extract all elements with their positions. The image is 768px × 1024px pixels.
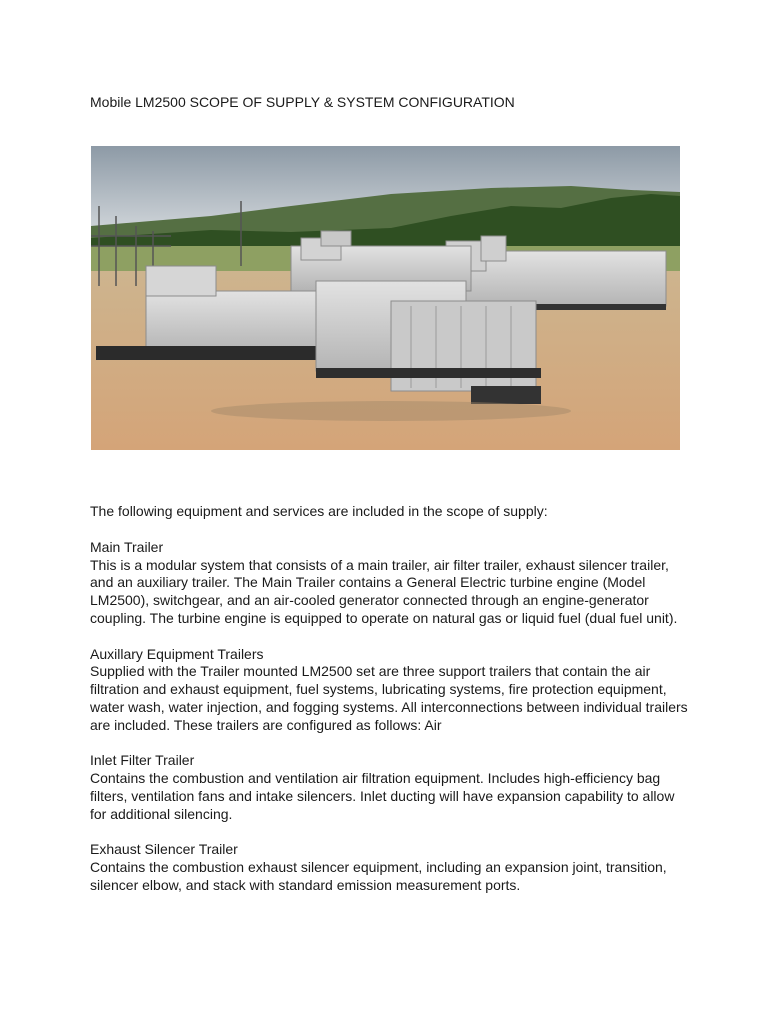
- section-heading: Exhaust Silencer Trailer: [90, 841, 238, 858]
- section-auxillary-trailers: [90, 646, 690, 735]
- section-exhaust-silencer-trailer: [90, 841, 690, 894]
- trailer-photo: [91, 146, 680, 450]
- document-title: Mobile LM2500 SCOPE OF SUPPLY & SYSTEM CONFIGURATION: [90, 94, 515, 110]
- section-body: Supplied with the Trailer mounted LM2500 set are three support trailers that contain the air filtration and exhaust equipment, fuel systems, lubricating systems, fire protection equipment, water wash, water injection, and fogging systems. All interconnections between individual trailers are included. These trailers are configured as follows: Air: [90, 663, 688, 733]
- section-heading: Auxillary Equipment Trailers: [90, 645, 264, 662]
- section-main-trailer: [90, 539, 690, 628]
- photo-shadow: [211, 401, 571, 421]
- document-body: [90, 503, 690, 913]
- section-body: Contains the combustion and ventilation air filtration equipment. Includes high-efficiency bag filters, ventilation fans and intake silencers. Inlet ducting will have expansion capability to allow for additional silencing.: [90, 770, 675, 822]
- section-inlet-filter-trailer: [90, 752, 690, 823]
- section-body: This is a modular system that consists of a main trailer, air filter trailer, exhaust silencer trailer, and an auxiliary trailer. The Main Trailer contains a General Electric turbine engine (Model LM2500), switchgear, and an air-cooled generator connected through an engine-generator coupling. The turbine engine is equipped to operate on natural gas or liquid fuel (dual fuel unit).: [90, 556, 678, 626]
- trailer-photo-illustration: [91, 146, 680, 450]
- intro-paragraph: The following equipment and services are included in the scope of supply:: [90, 503, 548, 519]
- section-heading: Main Trailer: [90, 538, 164, 555]
- section-body: Contains the combustion exhaust silencer equipment, including an expansion joint, transition, silencer elbow, and stack with standard emission measurement ports.: [90, 859, 667, 893]
- section-heading: Inlet Filter Trailer: [90, 752, 195, 769]
